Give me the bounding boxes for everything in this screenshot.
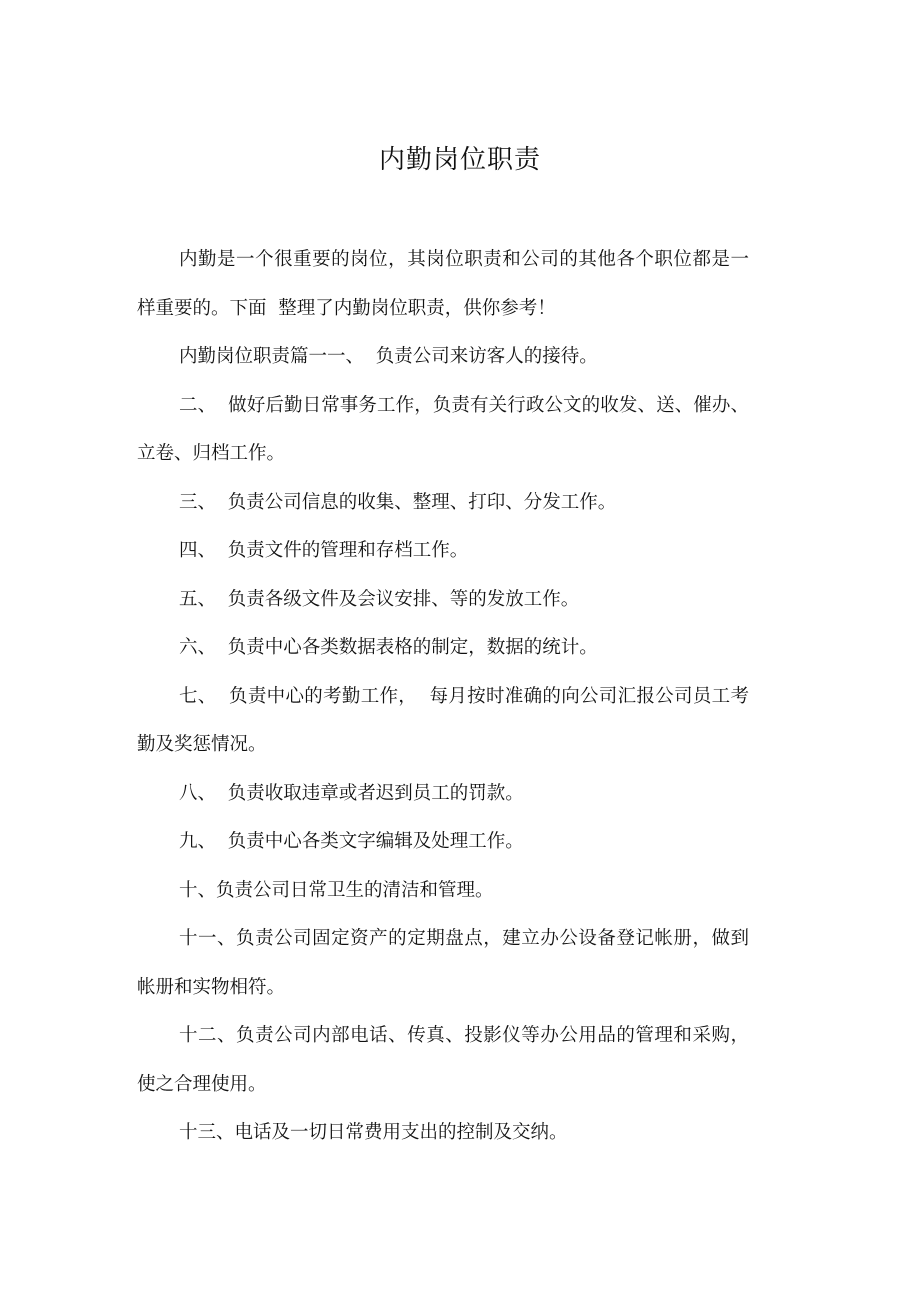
- document-title: 内勤岗位职责: [378, 145, 541, 175]
- duty-item-9: 九、 负责中心各类文字编辑及处理工作。: [179, 831, 524, 852]
- duty-item-11: 十一、负责公司固定资产的定期盘点，建立办公设备登记帐册，做到帐册和实物相符。: [137, 928, 749, 998]
- duty-item-10: 十、负责公司日常卫生的清洁和管理。: [179, 879, 494, 901]
- duty-item-12: 十二、负责公司内部电话、传真、投影仪等办公用品的管理和采购，使之合理使用。: [137, 1025, 749, 1095]
- duty-item-6: 六、 负责中心各类数据表格的制定，数据的统计。: [179, 637, 598, 658]
- duty-item-3: 三、 负责公司信息的收集、整理、打印、分发工作。: [179, 491, 617, 513]
- duty-item-13: 十三、电话及一切日常费用支出的控制及交纳。: [179, 1122, 568, 1143]
- intro-paragraph: 内勤是一个很重要的岗位，其岗位职责和公司的其他各个职位都是一样重要的。下面 整理了内勤岗位职责，供你参考！: [137, 249, 749, 319]
- duty-item-8: 八、 负责收取违章或者迟到员工的罚款。: [179, 782, 524, 804]
- document-body: [137, 236, 749, 1158]
- duty-item-2: 二、 做好后勤日常事务工作，负责有关行政公文的收发、送、催办、立卷、归档工作。: [137, 394, 749, 464]
- duty-item-1: 内勤岗位职责篇一一、 负责公司来访客人的接待。: [179, 346, 598, 367]
- duty-item-7: 七、 负责中心的考勤工作， 每月按时准确的向公司汇报公司员工考勤及奖惩情况。: [137, 685, 749, 755]
- duty-item-5: 五、 负责各级文件及会议安排、等的发放工作。: [179, 588, 580, 610]
- duty-item-4: 四、 负责文件的管理和存档工作。: [179, 540, 469, 561]
